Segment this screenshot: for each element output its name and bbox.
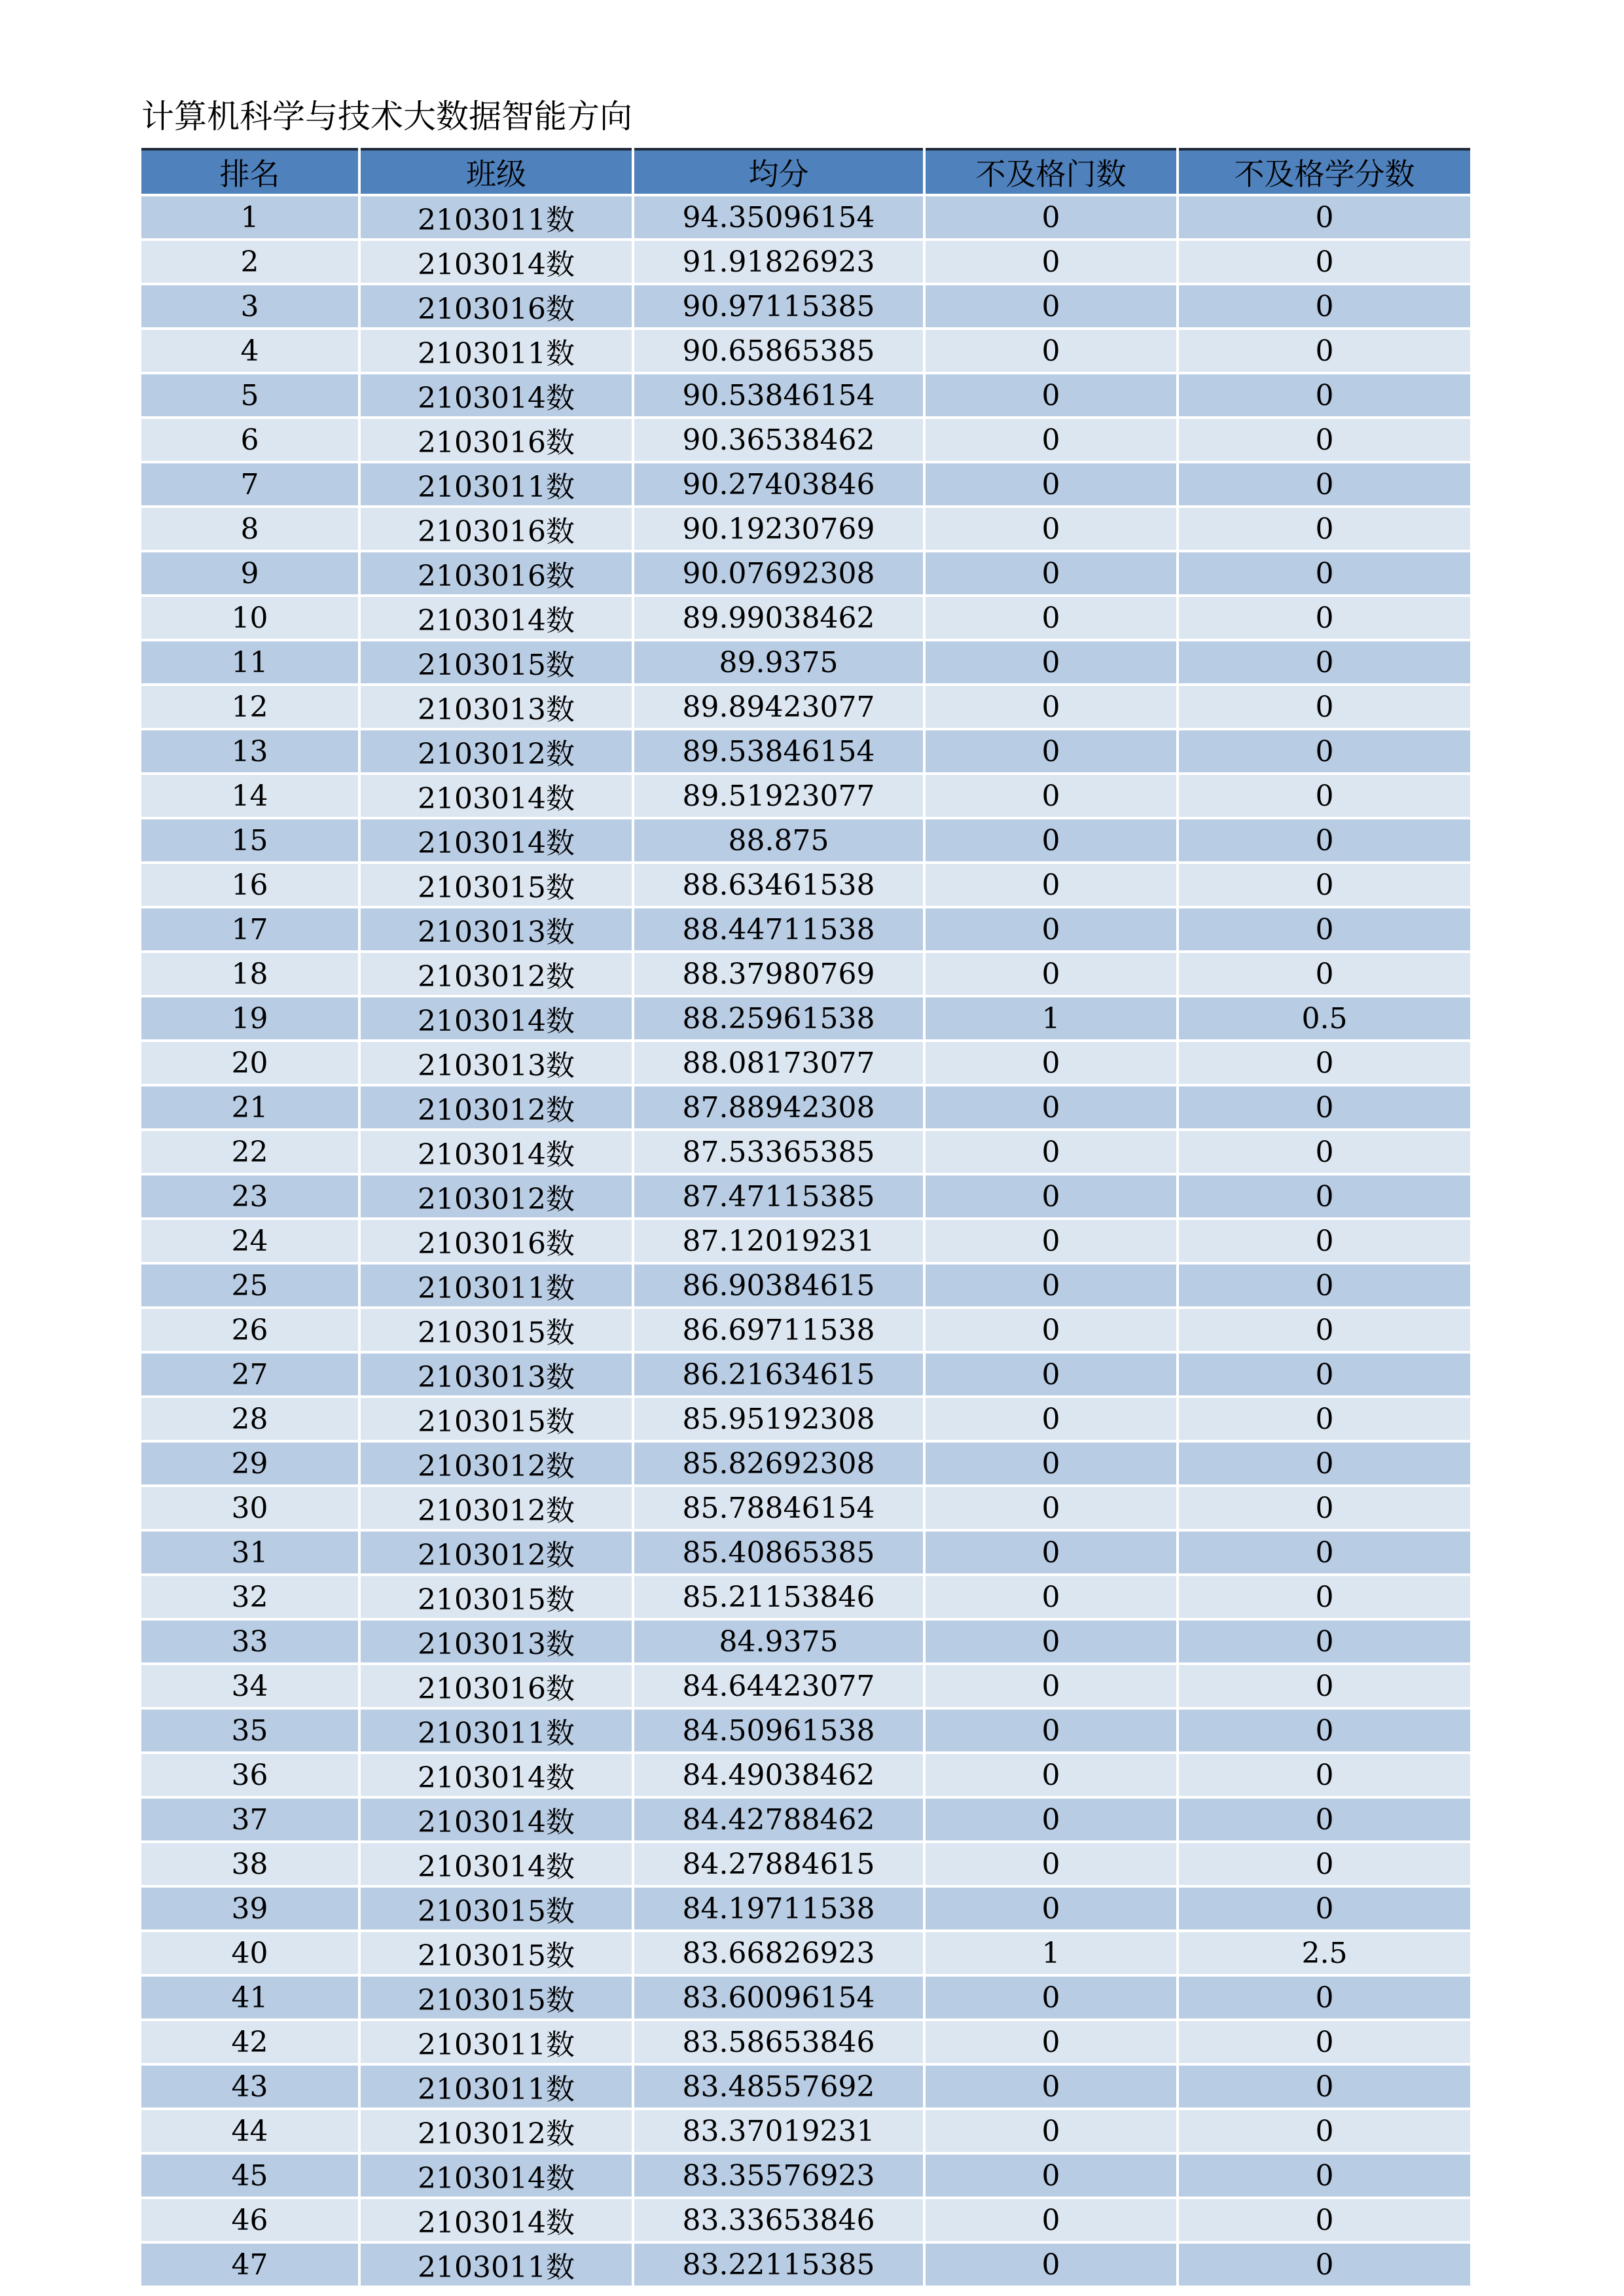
cell-failed-courses: 0 — [924, 1041, 1178, 1085]
cell-rank: 1 — [141, 195, 359, 240]
cell-average: 89.9375 — [633, 640, 924, 685]
cell-failed-credits: 0 — [1178, 373, 1470, 418]
cell-class: 2103015数 — [359, 1575, 633, 1619]
table-row — [141, 507, 1470, 551]
cell-average: 90.19230769 — [633, 507, 924, 551]
cell-class: 2103011数 — [359, 1263, 633, 1308]
cell-rank: 2 — [141, 240, 359, 284]
cell-average: 87.12019231 — [633, 1219, 924, 1263]
cell-failed-credits: 0 — [1178, 240, 1470, 284]
cell-class: 2103014数 — [359, 1797, 633, 1842]
cell-rank: 14 — [141, 774, 359, 818]
cell-average: 88.08173077 — [633, 1041, 924, 1085]
table-row — [141, 1174, 1470, 1219]
cell-failed-credits: 0 — [1178, 284, 1470, 329]
cell-failed-credits: 0 — [1178, 195, 1470, 240]
table-row — [141, 907, 1470, 952]
cell-average: 83.58653846 — [633, 2020, 924, 2064]
cell-failed-credits: 0 — [1178, 1085, 1470, 1130]
header-failed-credits: 不及格学分数 — [1178, 149, 1470, 195]
table-row — [141, 1753, 1470, 1797]
cell-class: 2103011数 — [359, 2064, 633, 2109]
cell-class: 2103013数 — [359, 1041, 633, 1085]
cell-average: 90.65865385 — [633, 329, 924, 373]
cell-failed-courses: 1 — [924, 1931, 1178, 1975]
cell-failed-credits: 0 — [1178, 2153, 1470, 2198]
cell-class: 2103011数 — [359, 1708, 633, 1753]
cell-failed-courses: 0 — [924, 1886, 1178, 1931]
cell-failed-courses: 0 — [924, 551, 1178, 596]
cell-class: 2103014数 — [359, 373, 633, 418]
table-row — [141, 685, 1470, 729]
cell-average: 90.07692308 — [633, 551, 924, 596]
cell-class: 2103015数 — [359, 863, 633, 907]
cell-failed-courses: 0 — [924, 1352, 1178, 1397]
table-row — [141, 818, 1470, 863]
table-row — [141, 1842, 1470, 1886]
cell-rank: 32 — [141, 1575, 359, 1619]
cell-class: 2103013数 — [359, 1352, 633, 1397]
table-row — [141, 1441, 1470, 1486]
table-row — [141, 1664, 1470, 1708]
cell-rank: 42 — [141, 2020, 359, 2064]
cell-failed-courses: 0 — [924, 685, 1178, 729]
table-row — [141, 2020, 1470, 2064]
cell-class: 2103012数 — [359, 1085, 633, 1130]
cell-failed-courses: 0 — [924, 2064, 1178, 2109]
cell-failed-credits: 0 — [1178, 907, 1470, 952]
cell-failed-credits: 0 — [1178, 462, 1470, 507]
cell-average: 84.49038462 — [633, 1753, 924, 1797]
table-row — [141, 1619, 1470, 1664]
cell-average: 85.40865385 — [633, 1530, 924, 1575]
cell-failed-courses: 0 — [924, 1174, 1178, 1219]
cell-class: 2103013数 — [359, 1619, 633, 1664]
cell-average: 85.95192308 — [633, 1397, 924, 1441]
cell-failed-courses: 0 — [924, 195, 1178, 240]
cell-failed-courses: 0 — [924, 907, 1178, 952]
cell-rank: 9 — [141, 551, 359, 596]
cell-failed-courses: 0 — [924, 1308, 1178, 1352]
table-row — [141, 863, 1470, 907]
cell-failed-credits: 0.5 — [1178, 996, 1470, 1041]
cell-failed-credits: 0 — [1178, 1308, 1470, 1352]
cell-failed-credits: 0 — [1178, 2064, 1470, 2109]
cell-class: 2103014数 — [359, 2198, 633, 2242]
cell-rank: 16 — [141, 863, 359, 907]
cell-class: 2103016数 — [359, 284, 633, 329]
header-failed-courses: 不及格门数 — [924, 149, 1178, 195]
cell-failed-credits: 0 — [1178, 1219, 1470, 1263]
cell-rank: 43 — [141, 2064, 359, 2109]
cell-class: 2103014数 — [359, 1842, 633, 1886]
cell-failed-courses: 0 — [924, 1397, 1178, 1441]
cell-failed-credits: 0 — [1178, 1174, 1470, 1219]
cell-average: 84.42788462 — [633, 1797, 924, 1842]
cell-failed-courses: 1 — [924, 996, 1178, 1041]
cell-average: 83.33653846 — [633, 2198, 924, 2242]
table-body — [141, 195, 1470, 2287]
table-row — [141, 462, 1470, 507]
cell-average: 89.51923077 — [633, 774, 924, 818]
table-row — [141, 596, 1470, 640]
table-row — [141, 1975, 1470, 2020]
cell-rank: 3 — [141, 284, 359, 329]
table-row — [141, 1886, 1470, 1931]
cell-rank: 47 — [141, 2242, 359, 2287]
cell-rank: 39 — [141, 1886, 359, 1931]
cell-class: 2103014数 — [359, 1753, 633, 1797]
table-row — [141, 1931, 1470, 1975]
cell-average: 83.60096154 — [633, 1975, 924, 2020]
cell-class: 2103015数 — [359, 1886, 633, 1931]
cell-failed-credits: 0 — [1178, 640, 1470, 685]
cell-failed-credits: 0 — [1178, 418, 1470, 462]
table-row — [141, 418, 1470, 462]
cell-failed-courses: 0 — [924, 1842, 1178, 1886]
cell-average: 89.89423077 — [633, 685, 924, 729]
cell-class: 2103016数 — [359, 1664, 633, 1708]
cell-failed-courses: 0 — [924, 1753, 1178, 1797]
cell-rank: 33 — [141, 1619, 359, 1664]
table-row — [141, 1041, 1470, 1085]
cell-class: 2103014数 — [359, 774, 633, 818]
cell-failed-credits: 0 — [1178, 1575, 1470, 1619]
cell-average: 84.64423077 — [633, 1664, 924, 1708]
cell-class: 2103011数 — [359, 462, 633, 507]
cell-rank: 12 — [141, 685, 359, 729]
cell-class: 2103015数 — [359, 1975, 633, 2020]
table-row — [141, 1352, 1470, 1397]
cell-average: 87.88942308 — [633, 1085, 924, 1130]
table-row — [141, 195, 1470, 240]
cell-failed-courses: 0 — [924, 2242, 1178, 2287]
cell-average: 86.69711538 — [633, 1308, 924, 1352]
cell-rank: 20 — [141, 1041, 359, 1085]
cell-failed-credits: 0 — [1178, 551, 1470, 596]
cell-failed-credits: 0 — [1178, 1263, 1470, 1308]
cell-failed-credits: 0 — [1178, 774, 1470, 818]
cell-rank: 15 — [141, 818, 359, 863]
cell-average: 85.21153846 — [633, 1575, 924, 1619]
cell-failed-courses: 0 — [924, 1441, 1178, 1486]
cell-failed-credits: 0 — [1178, 1886, 1470, 1931]
header-rank: 排名 — [141, 149, 359, 195]
table-row — [141, 2109, 1470, 2153]
cell-class: 2103015数 — [359, 1931, 633, 1975]
cell-class: 2103011数 — [359, 329, 633, 373]
cell-failed-courses: 0 — [924, 596, 1178, 640]
cell-failed-courses: 0 — [924, 1130, 1178, 1174]
cell-failed-courses: 0 — [924, 774, 1178, 818]
cell-average: 88.44711538 — [633, 907, 924, 952]
cell-failed-courses: 0 — [924, 462, 1178, 507]
cell-failed-courses: 0 — [924, 284, 1178, 329]
cell-class: 2103011数 — [359, 195, 633, 240]
cell-class: 2103016数 — [359, 507, 633, 551]
cell-failed-courses: 0 — [924, 640, 1178, 685]
cell-rank: 8 — [141, 507, 359, 551]
cell-failed-courses: 0 — [924, 1575, 1178, 1619]
cell-failed-credits: 0 — [1178, 1352, 1470, 1397]
cell-failed-credits: 0 — [1178, 1397, 1470, 1441]
ranking-table — [141, 148, 1470, 2288]
cell-failed-courses: 0 — [924, 2198, 1178, 2242]
cell-failed-credits: 0 — [1178, 685, 1470, 729]
table-row — [141, 1397, 1470, 1441]
cell-class: 2103013数 — [359, 685, 633, 729]
table-row — [141, 284, 1470, 329]
cell-rank: 10 — [141, 596, 359, 640]
cell-failed-courses: 0 — [924, 373, 1178, 418]
cell-class: 2103014数 — [359, 818, 633, 863]
cell-class: 2103012数 — [359, 729, 633, 774]
cell-failed-credits: 0 — [1178, 2020, 1470, 2064]
cell-average: 83.22115385 — [633, 2242, 924, 2287]
cell-failed-courses: 0 — [924, 1530, 1178, 1575]
cell-average: 90.53846154 — [633, 373, 924, 418]
cell-failed-courses: 0 — [924, 507, 1178, 551]
cell-class: 2103014数 — [359, 596, 633, 640]
cell-failed-courses: 0 — [924, 2153, 1178, 2198]
cell-rank: 45 — [141, 2153, 359, 2198]
cell-average: 91.91826923 — [633, 240, 924, 284]
cell-average: 83.37019231 — [633, 2109, 924, 2153]
cell-rank: 38 — [141, 1842, 359, 1886]
cell-failed-credits: 0 — [1178, 1441, 1470, 1486]
cell-average: 87.47115385 — [633, 1174, 924, 1219]
cell-failed-courses: 0 — [924, 1797, 1178, 1842]
cell-class: 2103015数 — [359, 1308, 633, 1352]
cell-rank: 37 — [141, 1797, 359, 1842]
table-row — [141, 2242, 1470, 2287]
cell-average: 90.36538462 — [633, 418, 924, 462]
cell-rank: 27 — [141, 1352, 359, 1397]
cell-failed-credits: 0 — [1178, 1041, 1470, 1085]
cell-failed-credits: 0 — [1178, 1619, 1470, 1664]
table-row — [141, 1130, 1470, 1174]
cell-failed-courses: 0 — [924, 1085, 1178, 1130]
header-class: 班级 — [359, 149, 633, 195]
cell-average: 84.19711538 — [633, 1886, 924, 1931]
cell-rank: 11 — [141, 640, 359, 685]
cell-average: 86.21634615 — [633, 1352, 924, 1397]
cell-class: 2103015数 — [359, 1397, 633, 1441]
cell-rank: 25 — [141, 1263, 359, 1308]
cell-failed-courses: 0 — [924, 1664, 1178, 1708]
cell-rank: 17 — [141, 907, 359, 952]
cell-class: 2103014数 — [359, 2153, 633, 2198]
cell-rank: 5 — [141, 373, 359, 418]
cell-failed-courses: 0 — [924, 1708, 1178, 1753]
cell-average: 88.37980769 — [633, 952, 924, 996]
cell-class: 2103014数 — [359, 240, 633, 284]
cell-failed-credits: 0 — [1178, 2198, 1470, 2242]
cell-failed-courses: 0 — [924, 1219, 1178, 1263]
cell-class: 2103011数 — [359, 2020, 633, 2064]
cell-average: 88.63461538 — [633, 863, 924, 907]
cell-rank: 35 — [141, 1708, 359, 1753]
cell-rank: 40 — [141, 1931, 359, 1975]
table-row — [141, 1219, 1470, 1263]
cell-average: 88.875 — [633, 818, 924, 863]
cell-rank: 28 — [141, 1397, 359, 1441]
cell-average: 87.53365385 — [633, 1130, 924, 1174]
cell-average: 88.25961538 — [633, 996, 924, 1041]
cell-failed-credits: 0 — [1178, 1842, 1470, 1886]
table-row — [141, 1797, 1470, 1842]
cell-failed-credits: 0 — [1178, 2242, 1470, 2287]
cell-failed-credits: 0 — [1178, 1486, 1470, 1530]
cell-failed-courses: 0 — [924, 418, 1178, 462]
table-row — [141, 1486, 1470, 1530]
cell-rank: 21 — [141, 1085, 359, 1130]
cell-class: 2103012数 — [359, 1441, 633, 1486]
cell-rank: 44 — [141, 2109, 359, 2153]
cell-failed-credits: 0 — [1178, 952, 1470, 996]
cell-average: 89.53846154 — [633, 729, 924, 774]
cell-class: 2103012数 — [359, 1486, 633, 1530]
cell-class: 2103016数 — [359, 418, 633, 462]
cell-rank: 26 — [141, 1308, 359, 1352]
cell-rank: 34 — [141, 1664, 359, 1708]
cell-class: 2103012数 — [359, 1530, 633, 1575]
cell-failed-credits: 0 — [1178, 507, 1470, 551]
cell-average: 85.82692308 — [633, 1441, 924, 1486]
cell-rank: 36 — [141, 1753, 359, 1797]
cell-class: 2103014数 — [359, 996, 633, 1041]
header-row — [141, 149, 1470, 195]
cell-failed-courses: 0 — [924, 1263, 1178, 1308]
table-row — [141, 1085, 1470, 1130]
cell-failed-courses: 0 — [924, 1486, 1178, 1530]
table-row — [141, 2198, 1470, 2242]
cell-failed-courses: 0 — [924, 952, 1178, 996]
cell-failed-credits: 0 — [1178, 1708, 1470, 1753]
cell-rank: 31 — [141, 1530, 359, 1575]
cell-class: 2103012数 — [359, 1174, 633, 1219]
table-row — [141, 1308, 1470, 1352]
cell-rank: 24 — [141, 1219, 359, 1263]
cell-failed-credits: 0 — [1178, 863, 1470, 907]
cell-rank: 23 — [141, 1174, 359, 1219]
cell-rank: 4 — [141, 329, 359, 373]
cell-failed-credits: 0 — [1178, 329, 1470, 373]
cell-failed-credits: 0 — [1178, 1797, 1470, 1842]
table-row — [141, 373, 1470, 418]
cell-failed-courses: 0 — [924, 863, 1178, 907]
cell-average: 84.9375 — [633, 1619, 924, 1664]
table-row — [141, 774, 1470, 818]
table-row — [141, 996, 1470, 1041]
cell-class: 2103016数 — [359, 1219, 633, 1263]
cell-rank: 46 — [141, 2198, 359, 2242]
cell-failed-credits: 0 — [1178, 1664, 1470, 1708]
cell-class: 2103016数 — [359, 551, 633, 596]
cell-failed-credits: 0 — [1178, 1753, 1470, 1797]
cell-average: 83.35576923 — [633, 2153, 924, 2198]
cell-class: 2103014数 — [359, 1130, 633, 1174]
table-row — [141, 1708, 1470, 1753]
cell-failed-courses: 0 — [924, 240, 1178, 284]
cell-failed-courses: 0 — [924, 2109, 1178, 2153]
cell-average: 83.48557692 — [633, 2064, 924, 2109]
cell-failed-credits: 0 — [1178, 729, 1470, 774]
cell-failed-courses: 0 — [924, 1975, 1178, 2020]
cell-failed-credits: 0 — [1178, 1130, 1470, 1174]
cell-rank: 19 — [141, 996, 359, 1041]
cell-rank: 13 — [141, 729, 359, 774]
cell-average: 89.99038462 — [633, 596, 924, 640]
cell-rank: 29 — [141, 1441, 359, 1486]
table-row — [141, 952, 1470, 996]
cell-failed-credits: 0 — [1178, 1975, 1470, 2020]
cell-failed-credits: 0 — [1178, 818, 1470, 863]
cell-average: 94.35096154 — [633, 195, 924, 240]
table-row — [141, 729, 1470, 774]
cell-class: 2103013数 — [359, 907, 633, 952]
cell-average: 83.66826923 — [633, 1931, 924, 1975]
cell-rank: 7 — [141, 462, 359, 507]
cell-failed-credits: 0 — [1178, 1530, 1470, 1575]
cell-class: 2103012数 — [359, 952, 633, 996]
cell-failed-courses: 0 — [924, 729, 1178, 774]
table-row — [141, 329, 1470, 373]
cell-failed-courses: 0 — [924, 818, 1178, 863]
table-row — [141, 551, 1470, 596]
cell-class: 2103015数 — [359, 640, 633, 685]
cell-class: 2103011数 — [359, 2242, 633, 2287]
cell-average: 90.27403846 — [633, 462, 924, 507]
table-row — [141, 1263, 1470, 1308]
cell-failed-courses: 0 — [924, 329, 1178, 373]
cell-average: 85.78846154 — [633, 1486, 924, 1530]
cell-failed-credits: 2.5 — [1178, 1931, 1470, 1975]
cell-failed-courses: 0 — [924, 2020, 1178, 2064]
table-row — [141, 1575, 1470, 1619]
header-average: 均分 — [633, 149, 924, 195]
cell-rank: 6 — [141, 418, 359, 462]
cell-failed-credits: 0 — [1178, 2109, 1470, 2153]
cell-average: 90.97115385 — [633, 284, 924, 329]
cell-failed-courses: 0 — [924, 1619, 1178, 1664]
table-row — [141, 1530, 1470, 1575]
cell-average: 84.27884615 — [633, 1842, 924, 1886]
page-title: 计算机科学与技术大数据智能方向 — [141, 98, 632, 135]
cell-class: 2103012数 — [359, 2109, 633, 2153]
cell-average: 84.50961538 — [633, 1708, 924, 1753]
table-row — [141, 240, 1470, 284]
table-row — [141, 2064, 1470, 2109]
table-row — [141, 640, 1470, 685]
cell-rank: 22 — [141, 1130, 359, 1174]
cell-rank: 30 — [141, 1486, 359, 1530]
cell-average: 86.90384615 — [633, 1263, 924, 1308]
table-row — [141, 2153, 1470, 2198]
cell-rank: 41 — [141, 1975, 359, 2020]
cell-rank: 18 — [141, 952, 359, 996]
cell-failed-credits: 0 — [1178, 596, 1470, 640]
